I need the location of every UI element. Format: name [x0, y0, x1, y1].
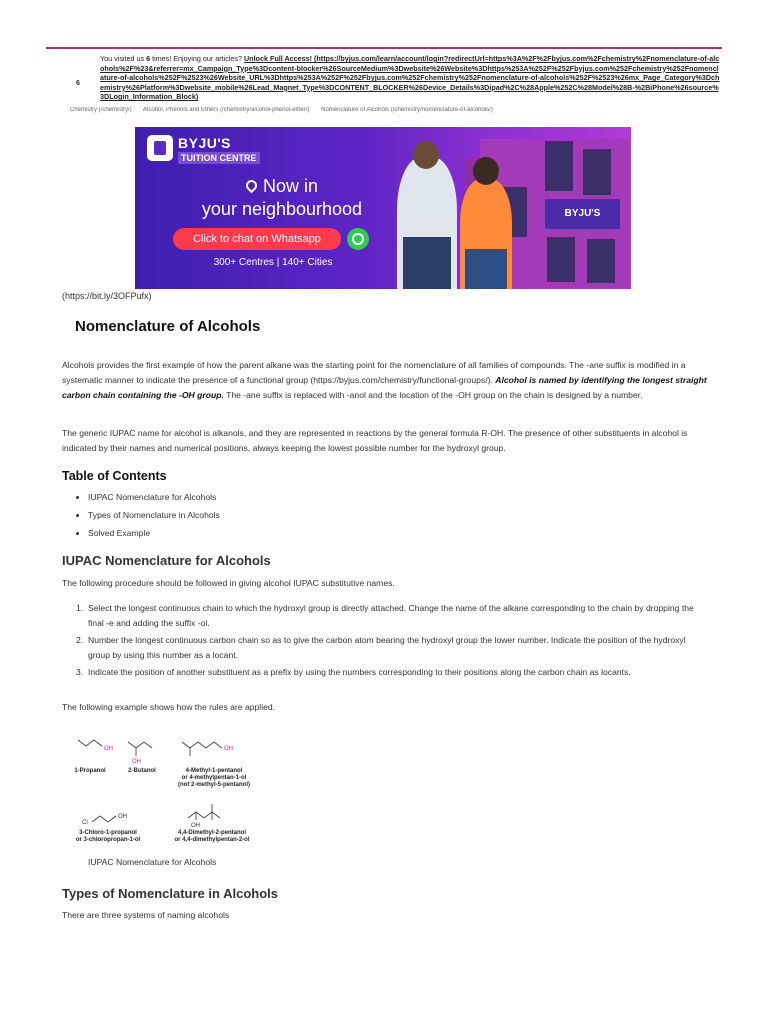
propanol-skeleton: [78, 740, 102, 746]
butanol-skeleton: [128, 742, 152, 748]
student-boy-head: [413, 141, 439, 169]
generic-name-paragraph: The generic IUPAC name for alcohol is alkanols, and they are represented in reactions by the general formula R-OH. The presence of other substituents in alcohol is indicated by their names and numerical positions, always keeping the lowest possible number for the hydroxyl group.: [62, 428, 688, 453]
propanol-oh: OH: [104, 746, 113, 752]
chloropropanol-skeleton: [92, 816, 116, 822]
iupac-intro: The following procedure should be followed in giving alcohol IUPAC substitutive names.: [62, 578, 395, 588]
list-item: [76, 601, 700, 631]
list-item: [76, 665, 700, 680]
headline-line-2: your neighbourhood: [201, 199, 363, 219]
label-2-butanol: 2-Butanol: [128, 768, 156, 774]
notice-mid: times! Enjoying our articles?: [150, 54, 244, 63]
example-intro: The following example shows how the rules are applied.: [62, 702, 276, 712]
toc-title: Table of Contents: [62, 469, 167, 483]
building-window: [587, 239, 615, 283]
logo-subtitle: TUITION CENTRE: [178, 152, 260, 164]
figure-caption: IUPAC Nomenclature for Alcohols: [88, 857, 217, 867]
access-notice: [100, 54, 722, 110]
label-chloropropanol: [68, 830, 148, 844]
label-1-propanol: 1-Propanol: [74, 768, 106, 774]
whatsapp-chat-button[interactable]: Click to chat on Whatsapp: [173, 228, 341, 250]
label-line: (not 2-methyl-5-pentanol): [178, 782, 250, 788]
intro-text-1: Alcohols provides the first example of how the parent alkane was the starting point for the nomenclature of all families of compounds. The -ane suffix is modified in a systematic manner to indicate the presence of a functional group (https://byjus.com/chemistry/functional-groups/).: [62, 360, 686, 385]
types-intro: There are three systems of naming alcohols: [62, 910, 230, 920]
student-boy-jeans: [403, 237, 451, 289]
butanol-oh: OH: [132, 759, 141, 765]
label-line: 4-Methyl-1-pentanol: [185, 768, 243, 774]
building-window: [583, 149, 611, 195]
list-item: [76, 633, 700, 663]
dimethylpentanol-oh: OH: [191, 823, 200, 829]
table-of-contents: [76, 492, 220, 546]
step-text: Number the longest continuous carbon chain so as to give the carbon atom bearing the hydroxyl group the lower number. Indicate the position of the hydroxyl group by using this number as a locant.: [88, 635, 686, 660]
logo-badge-icon: [147, 135, 173, 161]
building-sign: BYJU'S: [545, 199, 620, 229]
methylpentanol-oh: OH: [224, 746, 233, 752]
step-number: 3.: [76, 667, 84, 677]
promo-banner[interactable]: [135, 127, 631, 289]
intro-bold-text: Alcohol is named by identifying the longest straight carbon chain containing the -OH group.: [62, 375, 707, 400]
label-line: or 4,4-dimethylpentan-2-ol: [174, 837, 250, 843]
step-number: 2.: [76, 635, 84, 645]
label-line: or 4-methylpentan-1-ol: [181, 775, 247, 781]
label-dimethylpentanol: [164, 830, 260, 844]
notice-count: 6: [146, 54, 151, 63]
section-title-iupac: IUPAC Nomenclature for Alcohols: [62, 553, 271, 568]
notice-prefix: You visited us: [100, 54, 147, 63]
dimethylpentanol-skeleton: [188, 812, 220, 818]
label-line: 3-Chloro-1-propanol: [79, 830, 137, 836]
location-pin-icon: [244, 178, 260, 194]
step-text: Indicate the position of another substituent as a prefix by using the numbers corresponding to their positions along the carbon chain as locants.: [88, 667, 631, 677]
label-line: 4,4-Dimethyl-2-pentanol: [177, 830, 246, 836]
banner-headline: [172, 175, 392, 221]
label-methylpentanol: [166, 768, 262, 789]
banner-centres: 300+ Centres | 140+ Cities: [213, 257, 333, 268]
section-title-types: Types of Nomenclature in Alcohols: [62, 886, 278, 901]
unlock-url[interactable]: (https://byjus.com/learn/account/login?redirectUrl=https%3A%2F%2Fbyjus.com%2Fchemistry%2Fnomenclature-of-alcohols%2F%23&referrer=mx_Campaign_Type%3Dcontent-blocker%26SourceMedium%3Dwebsite%26Website%3Dhttps%253A%252F%252Fbyjus.com%252Fchemistry%252Fnomenclature-of-alcohols%252F%2523%26Website_URL%3Dhttps%253A%252F%252Fbyjus.com%252Fchemistry%252Fnomenclature-of-alcohols%252F%2523%26mx_Page_Category%3Dchemistry%26Platform%3Dwebsite_mobile%26Lead_Magnet_Type%3DCONTENT_BLOCKER%26Device_Details%3Dipad%2C%28Apple%252C%28Model%28B-%2BiPhone%26source%3DLogin_Information_Block): [100, 54, 720, 102]
logo-brand: BYJU'S: [178, 135, 232, 151]
whatsapp-icon[interactable]: [347, 228, 369, 250]
methylpentanol-skeleton: [182, 742, 222, 748]
top-divider: [46, 47, 722, 49]
step-text: Select the longest continuous chain to which the hydroxyl group is directly attached. Change the name of the alkane corresponding to the chain by dropping the final -e and adding the suffix -ol.: [88, 603, 694, 628]
breadcrumb-item-current[interactable]: Nomenclature of Alcohols (/chemistry/nomenclature-of-alcohols/): [321, 107, 493, 113]
intro-text-2: The -ane suffix is replaced with -anol and the location of the -OH group on the chain is designed by a number.: [223, 390, 643, 400]
student-girl-jeans: [465, 249, 507, 289]
breadcrumb: [70, 107, 670, 113]
chloro-label: Cl: [82, 820, 88, 826]
breadcrumb-item-chemistry[interactable]: Chemistry (/chemistry/): [70, 107, 132, 113]
label-line: or 3-chloropropan-1-ol: [75, 837, 141, 843]
iupac-steps-list: [76, 601, 700, 682]
chloropropanol-oh: OH: [118, 814, 127, 820]
unlock-full-access-link[interactable]: Unlock Full Access!: [243, 54, 313, 63]
toc-item-solved-example[interactable]: • Solved Example: [88, 528, 220, 546]
page-title: Nomenclature of Alcohols: [75, 318, 261, 335]
toc-item-types[interactable]: • Types of Nomenclature in Alcohols: [88, 510, 220, 528]
byjus-logo: [147, 135, 267, 165]
alcohol-structures-figure: [62, 728, 302, 850]
banner-link[interactable]: (https://bit.ly/3OFPufx): [62, 291, 152, 301]
toc-item-iupac[interactable]: • IUPAC Nomenclature for Alcohols: [88, 492, 220, 510]
step-number: 1.: [76, 603, 84, 613]
intro-paragraph: [62, 358, 707, 403]
visit-count-badge: 6: [76, 80, 80, 87]
student-girl-head: [473, 157, 499, 185]
headline-line-1: Now in: [262, 176, 319, 196]
building-window: [547, 237, 575, 282]
breadcrumb-item-alcohols[interactable]: Alcohol, Phenols and Ethers (/chemistry/alcohol-phenol-ether/): [143, 107, 310, 113]
building-window: [545, 141, 573, 191]
